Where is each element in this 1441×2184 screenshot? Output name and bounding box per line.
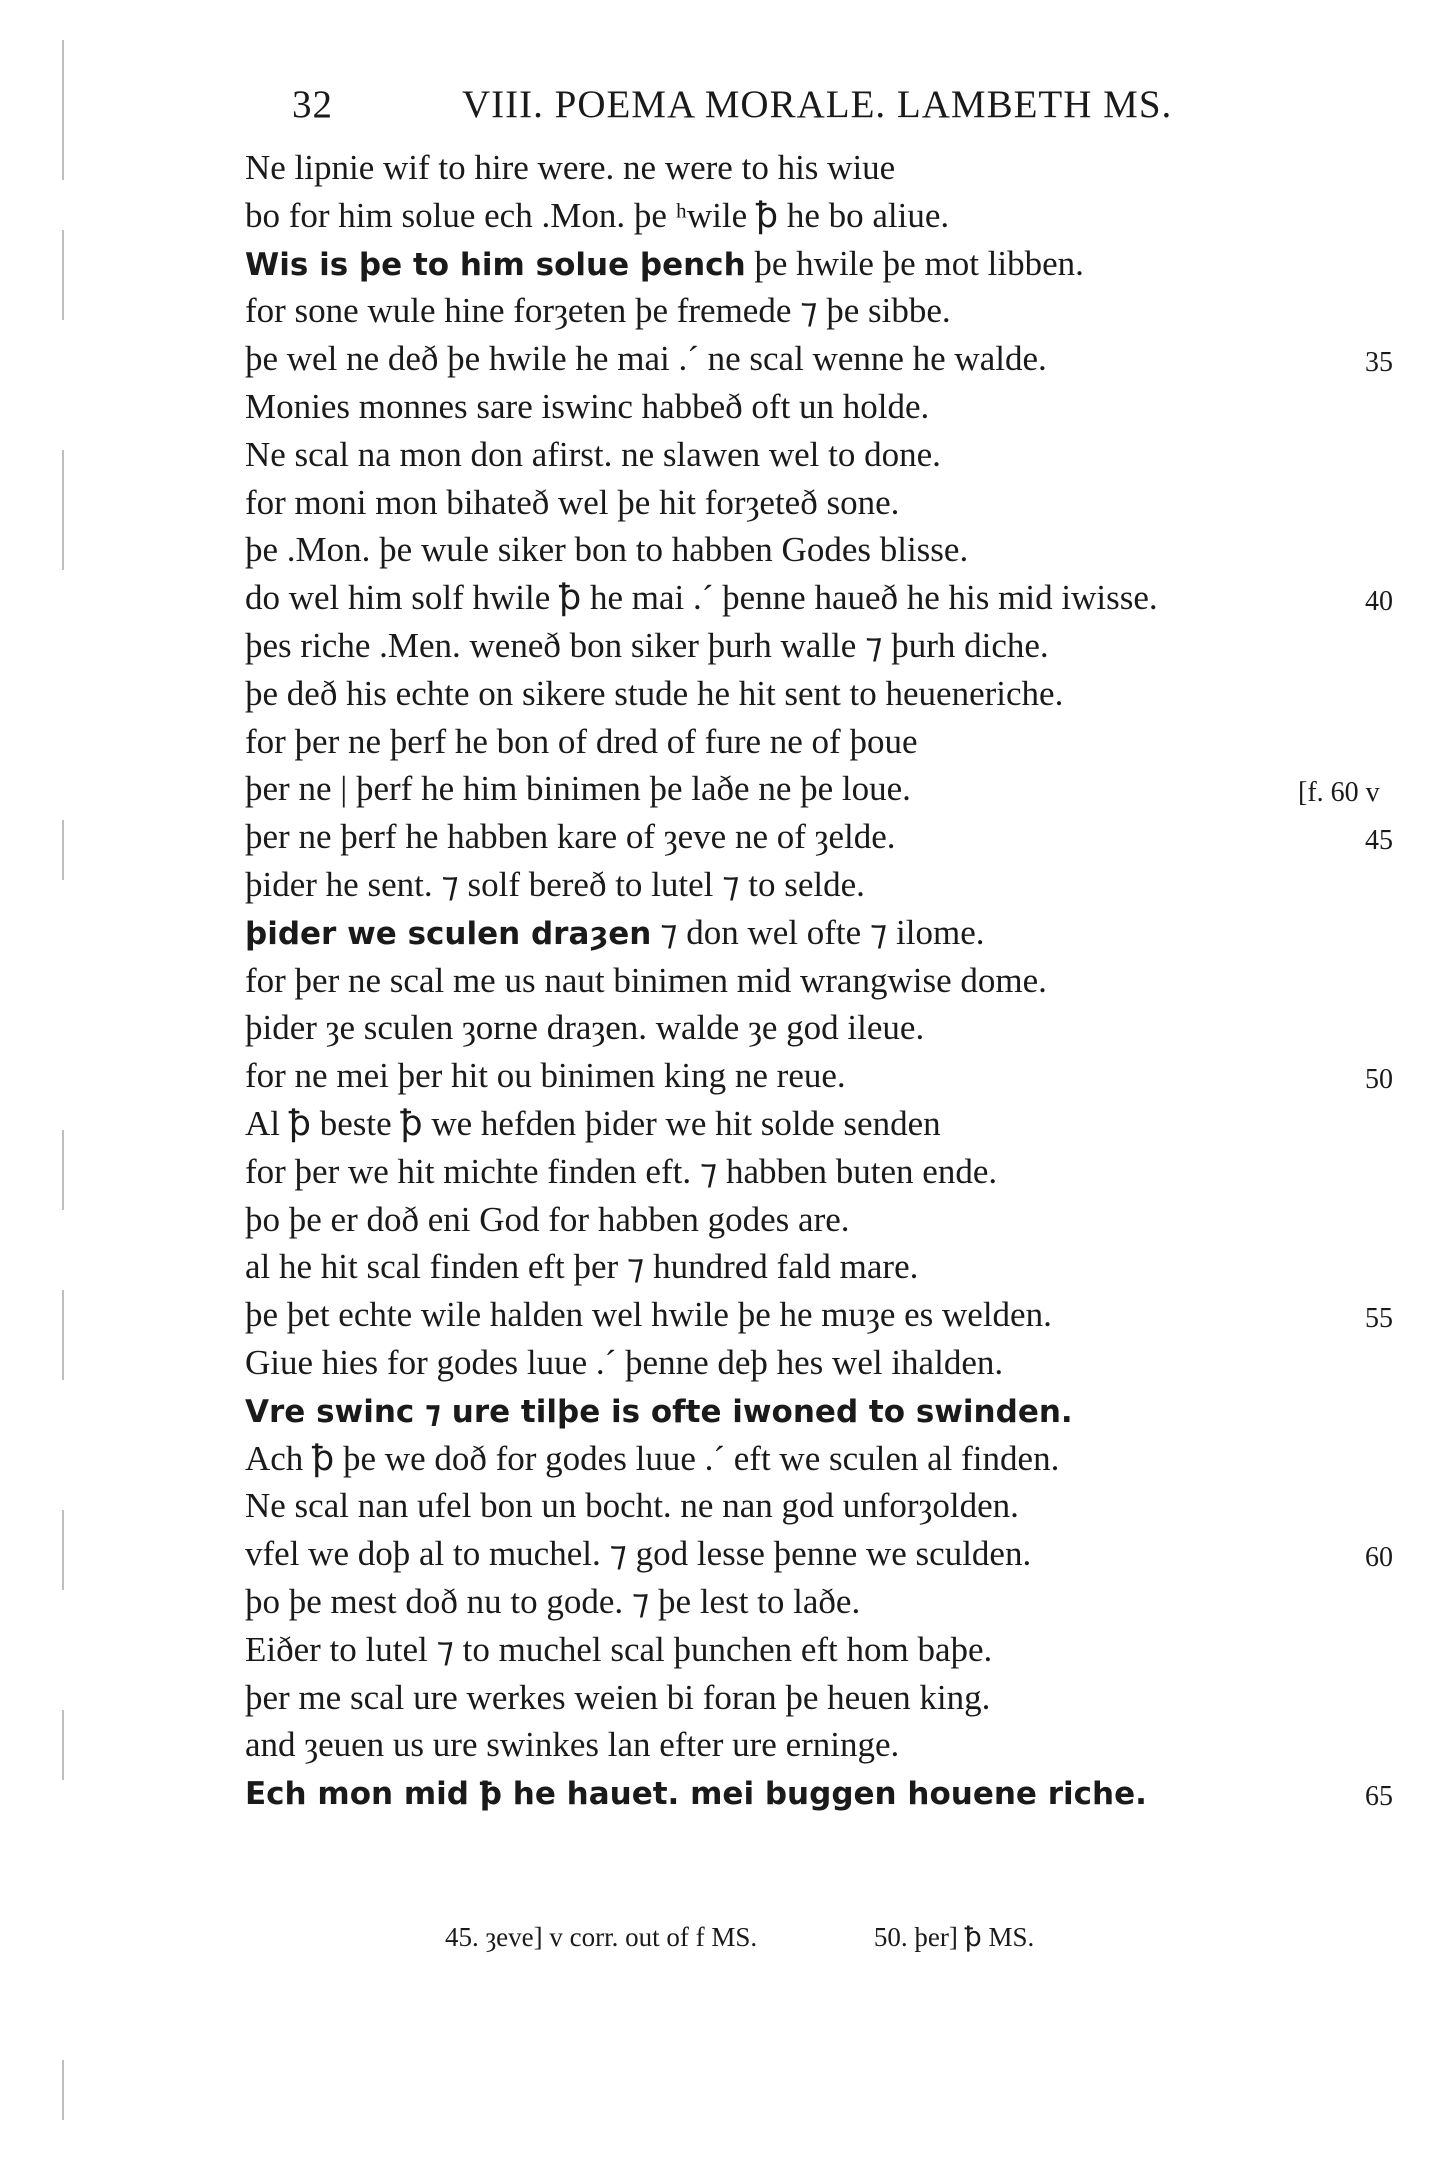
line-text: ⁊ don wel ofte ⁊ ilome.	[651, 912, 985, 952]
poem-line: þe deð his echte on sikere stude he hit sent to heueneriche.	[245, 673, 1064, 713]
poem-line: for moni mon bihateð wel þe hit forȝeteð sone.	[245, 482, 900, 522]
scan-edge-mark	[62, 1510, 64, 1590]
poem-line: þer ne | þerf he him binimen þe laðe ne þe loue.	[245, 769, 911, 809]
running-title: VIII. POEMA MORALE. LAMBETH MS.	[462, 83, 1173, 126]
footnotes	[445, 1922, 1034, 1953]
folio-note: [f. 60 v	[1298, 777, 1380, 809]
poem-line: þo þe mest doð nu to gode. ⁊ þe lest to laðe.	[245, 1581, 861, 1621]
poem-line: bo for him solue ech .Mon. þe ʰwile ꝥ he bo aliue.	[245, 195, 950, 235]
scan-edge-mark	[62, 1130, 64, 1210]
poem-line	[245, 240, 1305, 288]
poem-line: þer ne þerf he habben kare of ȝeve ne of ȝelde.	[245, 817, 896, 857]
poem-line: al he hit scal finden eft þer ⁊ hundred fald mare.	[245, 1247, 919, 1287]
line-number: 45	[1365, 825, 1393, 857]
poem-line: þes riche .Men. weneð bon siker þurh walle ⁊ þurh diche.	[245, 625, 1049, 665]
poem-line: Giue hies for godes luue .ˊ þenne deþ hes wel ihalden.	[245, 1342, 1004, 1382]
scan-edge-mark	[62, 230, 64, 320]
rubric-text: Vre swinc ⁊ ure tilþe is ofte iwoned to swinden.	[245, 1393, 1073, 1430]
poem-line: Ne scal na mon don afirst. ne slawen wel to done.	[245, 434, 941, 474]
line-text: þe hwile þe mot libben.	[745, 243, 1084, 283]
line-number: 35	[1365, 347, 1393, 379]
poem-line: þo þe er doð eni God for habben godes are.	[245, 1199, 850, 1239]
poem-line: for þer we hit michte finden eft. ⁊ habben buten ende.	[245, 1151, 998, 1191]
poem-line: Monies monnes sare iswinc habbeð oft un holde.	[245, 386, 930, 426]
scan-edge-mark	[62, 1710, 64, 1780]
poem-line: do wel him solf hwile ꝥ he mai .ˊ þenne haueð he his mid iwisse.	[245, 578, 1158, 618]
poem-line: Ne scal nan ufel bon un bocht. ne nan god unforȝolden.	[245, 1486, 1019, 1526]
poem-line: þer me scal ure werkes weien bi foran þe heuen king.	[245, 1677, 991, 1717]
poem-line: þe wel ne deð þe hwile he mai .ˊ ne scal wenne he walde.	[245, 339, 1047, 379]
line-number: 40	[1365, 586, 1393, 618]
poem-line: þider he sent. ⁊ solf bereð to lutel ⁊ to selde.	[245, 864, 865, 904]
poem-line: and ȝeuen us ure swinkes lan efter ure erninge.	[245, 1725, 900, 1765]
rubric-text: Ech mon mid ꝥ he hauet. mei buggen houene riche.	[245, 1776, 1147, 1813]
poem-line: þider ȝe sculen ȝorne draȝen. walde ȝe god ileue.	[245, 1008, 925, 1048]
poem-line: for þer ne scal me us naut binimen mid wrangwise dome.	[245, 960, 1047, 1000]
poem-line: þe .Mon. þe wule siker bon to habben Godes blisse.	[245, 530, 969, 570]
line-number: 65	[1365, 1781, 1393, 1813]
scan-edge-mark	[62, 1290, 64, 1380]
poem-line: for ne mei þer hit ou binimen king ne reue.	[245, 1056, 846, 1096]
poem-line: for þer ne þerf he bon of dred of fure ne of þoue	[245, 721, 918, 761]
poem-line: Ach ꝥ þe we doð for godes luue .ˊ eft we sculen al finden.	[245, 1438, 1060, 1478]
poem-line: Ne lipnie wif to hire were. ne were to his wiue	[245, 148, 896, 187]
page-number: 32	[292, 83, 333, 126]
poem-text	[245, 144, 1305, 1817]
poem-line: Eiðer to lutel ⁊ to muchel scal þunchen eft hom baþe.	[245, 1629, 993, 1669]
poem-line: Al ꝥ beste ꝥ we hefden þider we hit solde senden	[245, 1103, 941, 1143]
scan-edge-mark	[62, 820, 64, 880]
poem-line	[245, 1769, 1305, 1817]
poem-line	[245, 909, 1305, 957]
poem-line	[245, 1387, 1305, 1435]
scan-edge-mark	[62, 2060, 64, 2120]
rubric-text: þider we sculen draȝen	[245, 915, 652, 952]
footnote: 50. þer] ꝥ MS.	[873, 1922, 1035, 1952]
line-number: 55	[1365, 1303, 1393, 1335]
line-number: 60	[1365, 1542, 1393, 1574]
poem-line: þe þet echte wile halden wel hwile þe he muȝe es welden.	[245, 1295, 1052, 1335]
rubric-text: Wis is þe to him solue þench	[245, 246, 746, 283]
line-number: 50	[1365, 1064, 1393, 1096]
poem-line: for sone wule hine forȝeten þe fremede ⁊ þe sibbe.	[245, 291, 951, 331]
poem-line: vfel we doþ al to muchel. ⁊ god lesse þenne we sculden.	[245, 1534, 1032, 1574]
scan-edge-mark	[62, 450, 64, 570]
scan-edge-mark	[62, 40, 64, 180]
page-header	[292, 82, 1302, 132]
footnote: 45. ȝeve] v corr. out of f MS.	[445, 1922, 758, 1952]
